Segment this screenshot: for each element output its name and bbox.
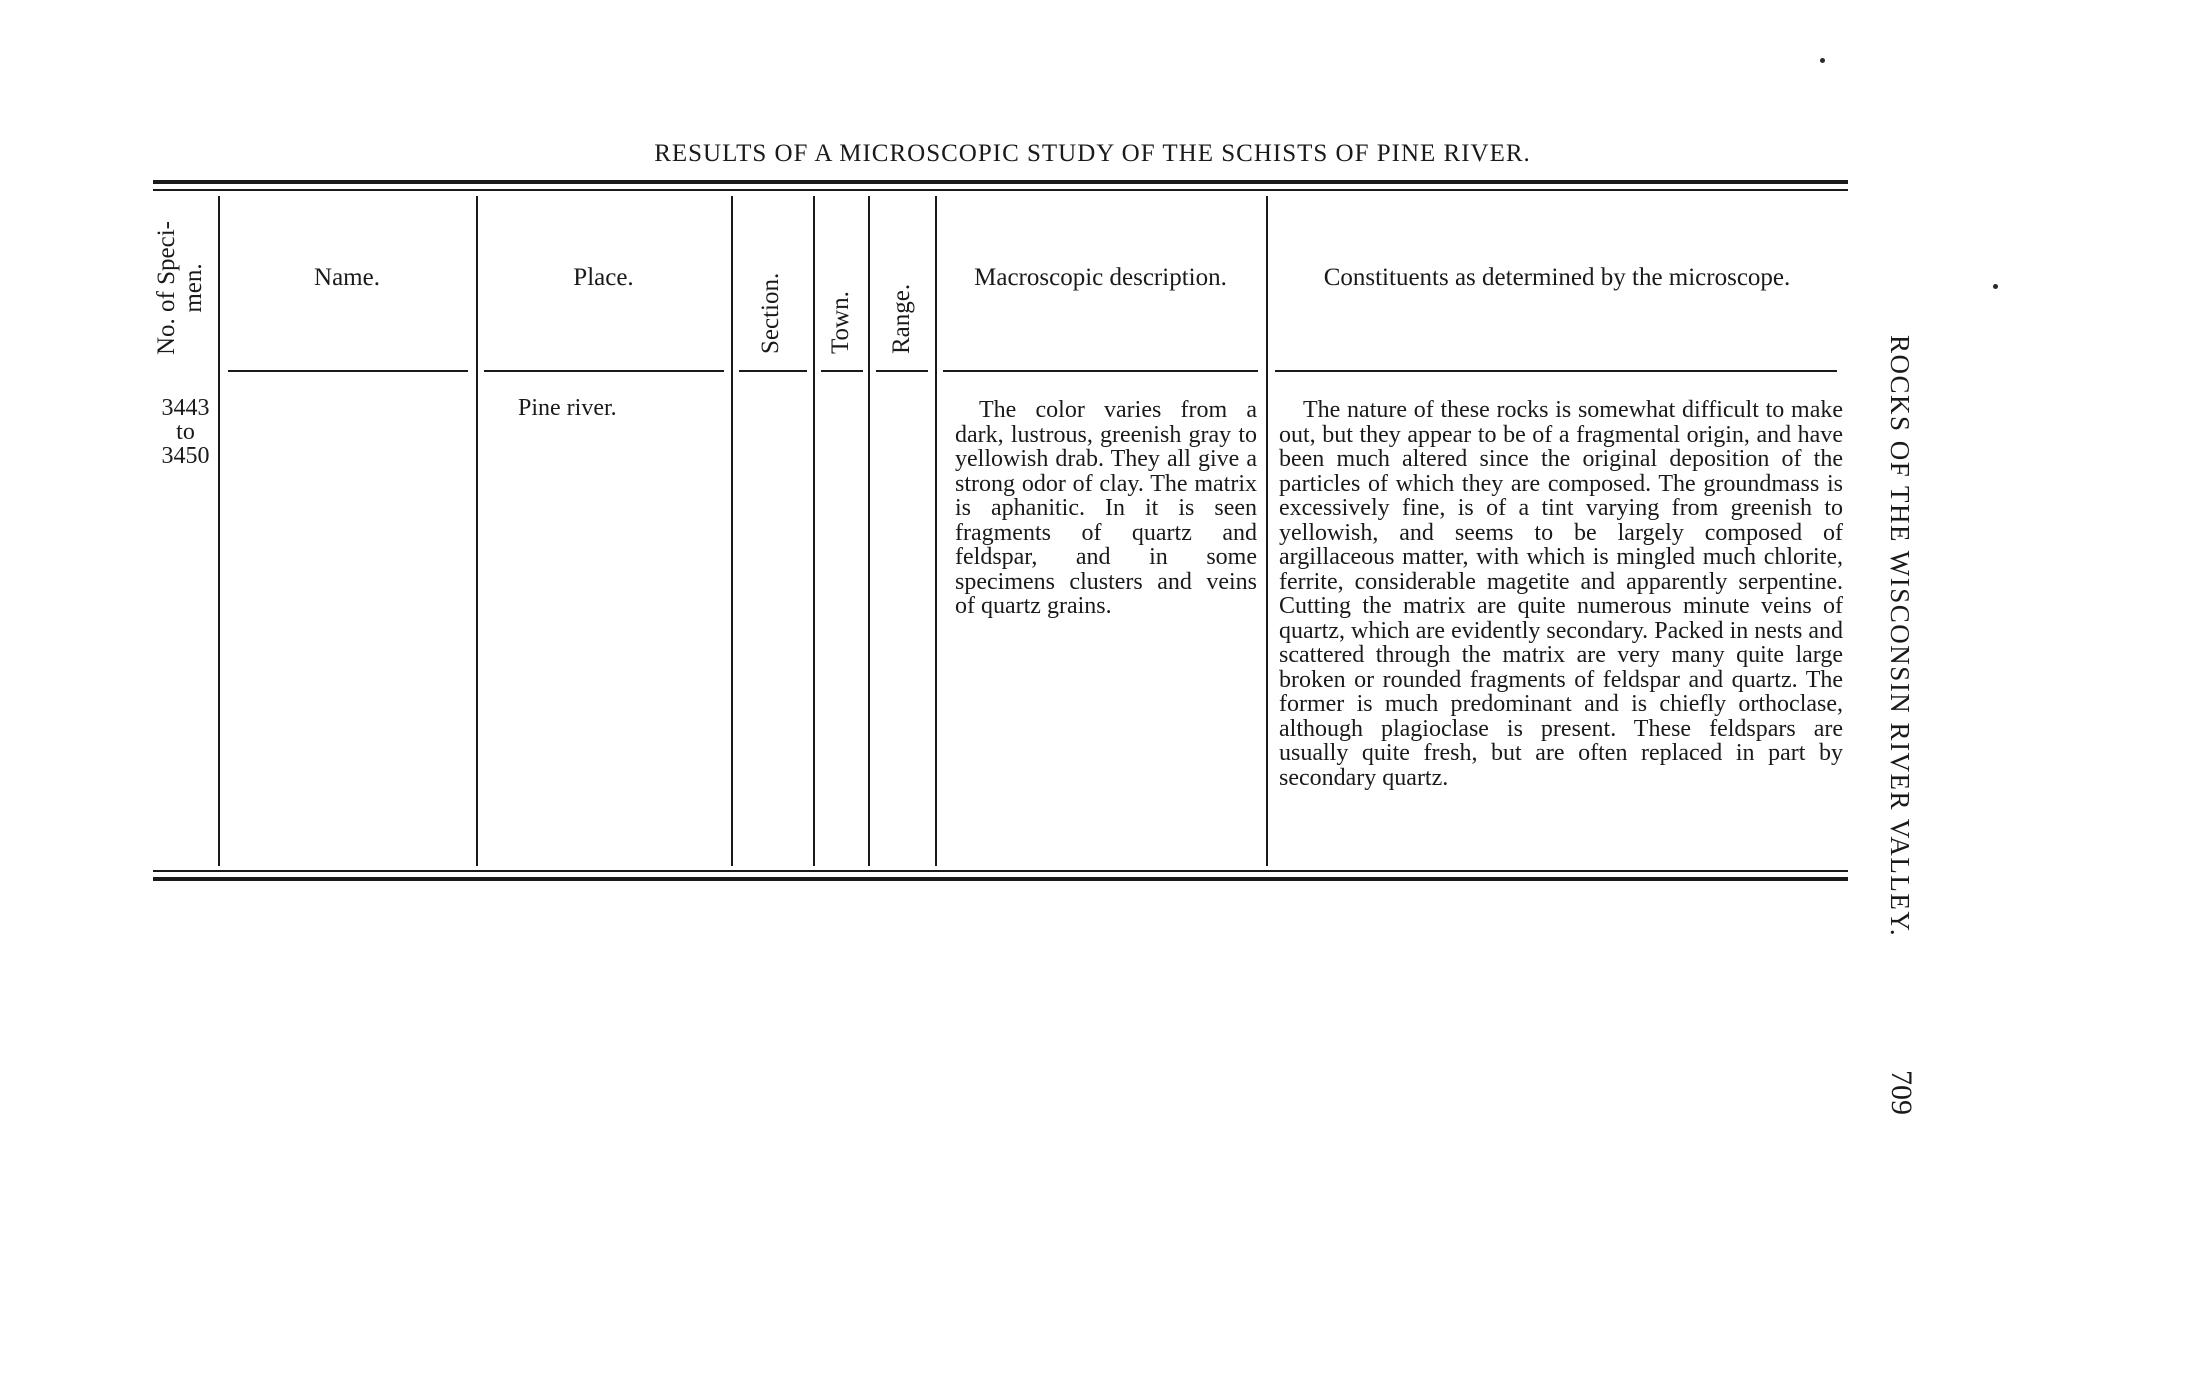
table-bottom-rule xyxy=(153,877,1848,881)
header-underline xyxy=(821,370,863,372)
cell-microscope-constituents xyxy=(1279,398,1843,790)
header-specimen-no: No. of Speci- men. xyxy=(153,221,207,355)
header-underline xyxy=(943,370,1258,372)
column-divider xyxy=(731,196,733,866)
running-head: ROCKS OF THE WISCONSIN RIVER VALLEY. xyxy=(1885,335,1915,938)
cell-specimen-range: 3443 to 3450 xyxy=(161,395,210,469)
column-divider xyxy=(1266,196,1268,866)
column-divider xyxy=(868,196,870,866)
cell-macroscopic-description xyxy=(955,398,1257,619)
header-microscope-constituents: Constituents as determined by the microscope. xyxy=(1323,264,1791,291)
column-divider xyxy=(476,196,478,866)
results-table xyxy=(153,180,1848,885)
column-divider xyxy=(218,196,220,866)
print-speck xyxy=(1993,284,1998,289)
header-place: Place. xyxy=(573,264,634,291)
print-speck xyxy=(1820,58,1825,63)
page-title: RESULTS OF A MICROSCOPIC STUDY OF THE SCHISTS OF PINE RIVER. xyxy=(654,140,1531,167)
header-underline xyxy=(876,370,928,372)
column-divider xyxy=(935,196,937,866)
header-underline xyxy=(1275,370,1837,372)
header-underline xyxy=(484,370,724,372)
column-divider xyxy=(813,196,815,866)
macroscopic-text: The color varies from a dark, lustrous, greenish gray to yellowish drab. They all give a strong odor of clay. The matrix is aphanitic. In it is seen fragments of quartz and feldspar, and in some specimens clusters and veins of quartz grains. xyxy=(955,397,1257,619)
header-name: Name. xyxy=(314,264,380,291)
header-macroscopic-description: Macroscopic description. xyxy=(974,264,1227,291)
page-number: 709 xyxy=(1885,1070,1918,1115)
header-section: Section. xyxy=(757,272,784,354)
header-underline xyxy=(739,370,807,372)
table-top-rule xyxy=(153,180,1848,184)
cell-place: Pine river. xyxy=(518,395,617,421)
table-bottom-rule-thin xyxy=(153,870,1848,872)
microscope-text: The nature of these rocks is somewhat difficult to make out, but they appear to be of a fragmental origin, and have been much altered since the original deposition of the particles of which they are composed. The groundmass is excessively fine, is of a tint varying from greenish to yellowish, and seems to be largely composed of argillaceous matter, with which is mingled much chlorite, ferrite, considerable magetite and apparently serpentine. Cutting the matrix are quite numerous minute veins of quartz, which are evidently secondary. Packed in nests and scattered through the matrix are very many quite large broken or rounded fragments of feldspar and quartz. The former is much predominant and is chiefly orthoclase, although plagioclase is present. These feldspars are usually quite fresh, but are often replaced in part by secondary quartz. xyxy=(1279,397,1843,791)
table-top-rule-thin xyxy=(153,189,1848,191)
header-town: Town. xyxy=(827,291,854,354)
header-underline xyxy=(228,370,468,372)
header-range: Range. xyxy=(888,283,915,354)
